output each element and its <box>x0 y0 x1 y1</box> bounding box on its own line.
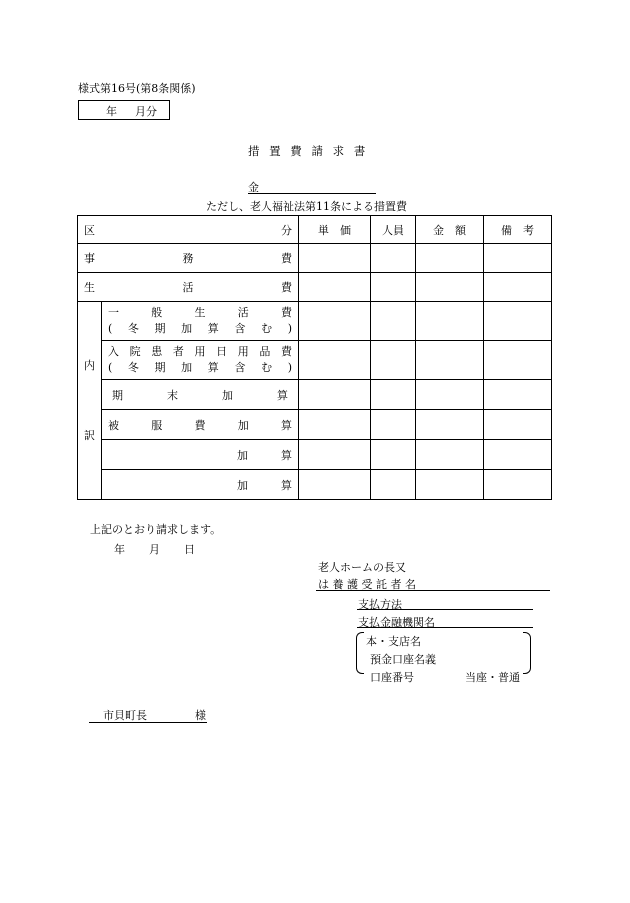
applicant-line1: 老人ホームの長又 <box>318 561 406 574</box>
subtitle: ただし、老人福祉法第11条による措置費 <box>206 200 407 213</box>
bank-underline <box>357 627 533 628</box>
header-category-left: 区 <box>84 223 95 237</box>
header-remarks: 備 考 <box>484 216 552 244</box>
date-year: 年 <box>114 543 125 556</box>
header-amount: 金 額 <box>416 216 484 244</box>
bank-label: 支払金融機関名 <box>358 616 435 629</box>
table-row <box>78 244 552 273</box>
table-row <box>78 410 552 440</box>
breakdown-label-bottom: 訳 <box>84 428 95 442</box>
row-addition-2: 加算 <box>102 470 299 500</box>
year-month-box <box>78 100 170 120</box>
table-row <box>78 470 552 500</box>
amount-underline <box>248 193 376 194</box>
account-number-label: 口座番号 <box>370 671 414 684</box>
header-unit-price: 単 価 <box>299 216 371 244</box>
table-row <box>78 273 552 302</box>
right-bracket <box>523 632 531 674</box>
table-row <box>78 380 552 410</box>
page-title: 措 置 費 請 求 書 <box>248 144 369 158</box>
table-row <box>78 302 552 341</box>
header-category-right: 分 <box>281 223 292 237</box>
date-day: 日 <box>184 543 195 556</box>
row-general-living: 一般生活費 (冬期加算含む) <box>102 302 299 341</box>
applicant-underline <box>316 590 550 591</box>
month-label: 月分 <box>135 105 157 118</box>
addressee-suffix: 様 <box>195 709 206 722</box>
payment-method-underline <box>357 609 533 610</box>
table-header-row <box>78 216 552 244</box>
row-addition-1: 加算 <box>102 440 299 470</box>
header-people: 人員 <box>371 216 416 244</box>
table-row <box>78 341 552 380</box>
row-term-end: 期末加算 <box>102 380 299 410</box>
year-label: 年 <box>106 105 117 118</box>
row-clothing: 被服費加算 <box>102 410 299 440</box>
payment-method-label: 支払方法 <box>358 598 402 611</box>
amount-label: 金 <box>248 181 259 194</box>
table-row <box>78 440 552 470</box>
account-holder-label: 預金口座名義 <box>370 653 436 666</box>
request-text: 上記のとおり請求します。 <box>90 523 222 536</box>
form-number: 様式第16号(第8条関係) <box>78 82 196 95</box>
account-type-label: 当座・普通 <box>465 671 520 684</box>
breakdown-label-cell <box>78 302 102 500</box>
row-office-fee: 事務費 <box>78 244 299 273</box>
addressee-line <box>89 706 207 723</box>
applicant-line2: は 養 護 受 託 者 名 <box>318 578 416 591</box>
addressee-name: 市貝町長 <box>103 709 147 722</box>
branch-label: 本・支店名 <box>366 635 421 648</box>
date-month: 月 <box>149 543 160 556</box>
fee-table <box>77 215 552 500</box>
header-category <box>78 216 299 244</box>
row-inpatient: 入院患者用日用品費 (冬期加算含む) <box>102 341 299 380</box>
left-bracket <box>356 632 364 674</box>
row-living-fee: 生活費 <box>78 273 299 302</box>
breakdown-label-top: 内 <box>84 358 95 372</box>
